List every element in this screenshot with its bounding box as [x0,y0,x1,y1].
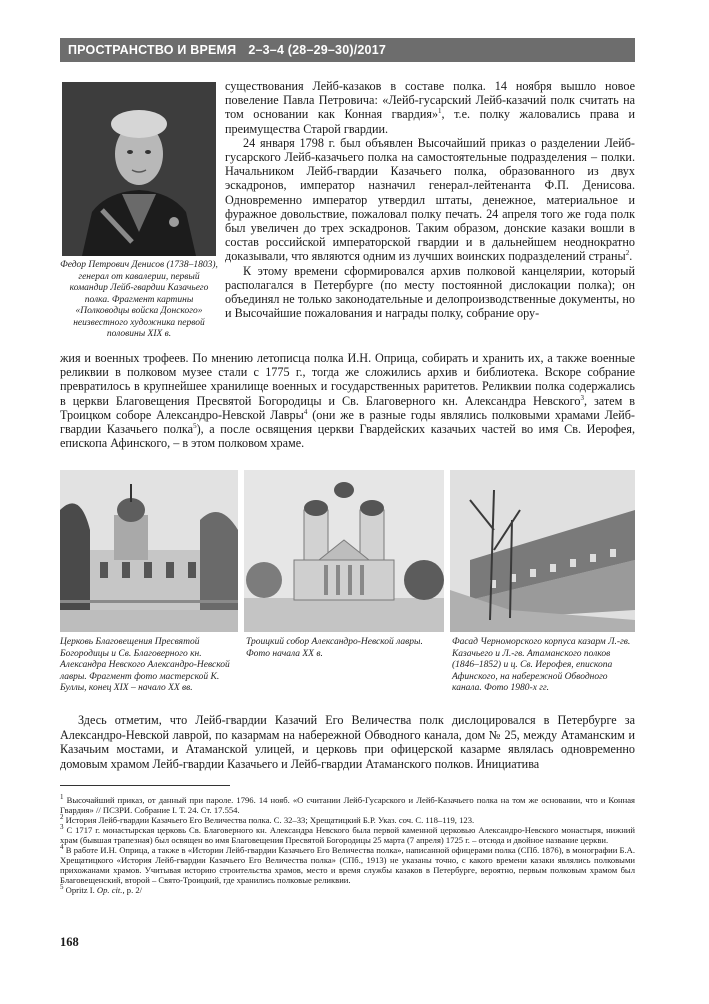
footnote-number: 2 [60,813,64,822]
paragraph [225,79,635,136]
text-run: , затем в Троицком соборе Александро-Невской Лавры [60,393,635,422]
footnote-divider [60,785,230,786]
barracks-photo [450,470,635,632]
text-run: ), а после освящения церкви Гвардейских казачьих частей во имя Св. Иерофея, епископа Афинского, – в этом полковом храме. [60,422,635,451]
text-run: , т.е. полку жаловались права и преимущества Старой гвардии. [225,107,635,136]
issue-number: 2–3–4 (28–29–30)/2017 [248,43,386,57]
footnote-text: История Лейб-гвардии Казачьего Его Величества полка. С. 32–33; Хрещатицкий Б.Р. Указ. соч. С. 118–119, 123. [63,815,475,825]
trinity-cathedral-photo [244,470,444,632]
photo-caption: Церковь Благовещения Пресвятой Богородицы и Св. Благоверного кн. Александра Невского Александро-Невской лавры. Фрагмент фото мастерской К. Буллы, конец XIX – начало XX вв. [60,637,230,693]
paragraph: К этому времени сформировался архив полковой канцелярии, который располагался в Петербурге (по месту постоянной дислокации полка); он объединял не только законодательные и делопроизводственные документы, но и Высочайшие пожалования и награды полку, собрание ору- [225,263,635,321]
footnote [60,815,635,825]
church-illustration [60,470,238,632]
footnote-ref[interactable]: 4 [303,407,308,416]
footnote-text: , p. 2/ [122,885,143,895]
footnote-italic: Op. cit. [96,885,123,895]
text-run: жия и военных трофеев. По мнению летописца полка И.Н. Оприца, собирать и хранить их, а также военные реликвии в полковом музее стали с 1775 г., тогда же сложились архив и библиотека. Вскоре собрание превратилось в крупнейшее хранилище военных и государственных раритетов. Реликвии полка содержались в церкви Благовещения Пресвятой Богородицы и Св. Благоверного кн. Александра Невского [60,351,635,408]
body-paragraph: Здесь отметим, что Лейб-гвардии Казачий Его Величества полк дислоцировался в Петербурге за Александро-Невской лаврой, по казармам на набережной Обводного канала, дом № 25, между Атаманским и Казачьим мостами, и Атаманской улицей, и церковь при офицерской казарме являлась одновременно домовым храмом Лейб-гвардии Казачьего и Лейб-гвардии Атаманского полков. Инициатива [60,713,635,771]
portrait-illustration [62,82,216,256]
portrait-image [62,82,216,256]
footnote-ref[interactable]: 5 [193,421,197,430]
footnote-text: С 1717 г. монастырская церковь Св. Благоверного кн. Александра Невского была первой каменной церковью Александро-Невского монастыря, нижний храм (бывшая трапезная) был освящен во имя Благовещения Пресвятой Богородицы 25 марта (7 апреля) 1725 г. – отсюда и двойное название церкви. [60,825,635,845]
footnotes [60,795,635,895]
portrait-caption: Федор Петрович Денисов (1738–1803), генерал от кавалерии, первый командир Лейб-гвардии Казачьего полка. Фрагмент картины «Полководцы войска Донского» неизвестного художника первой половины XIX в. [60,260,218,339]
running-header [60,38,635,62]
footnote-ref[interactable]: 1 [438,107,442,116]
text-run: (они же в разные годы являлись полковыми храмами Лейб-гвардии Казачьего полка [60,407,635,437]
barracks-illustration [450,470,635,632]
footnote [60,845,635,885]
footnote-text: В работе И.Н. Оприца, а также в «Истории Лейб-гвардии Казачьего Его Величества полка», написанной офицерами полка (СПб. 1876), в монографии Б.А. Хрещатицкого «История Лейб-гвардии Казачьего Его Величества полка» (СПб., 1913) не указаны точно, с какого времени казаки являлись полковыми прихожанами храмов. Учитывая историю строительства храмов, место и время службы казаков в Петербурге, вероятно, первым полковым храмом был Благовещенский, второй – Свято-Троицкий, где хранились полковые реликвии. [60,845,635,885]
footnote-number: 5 [60,883,64,892]
paragraph [225,136,635,264]
church-photo [60,470,238,632]
footnote [60,795,635,815]
footnote-text: Высочайший приказ, от данный при пароле. 1796. 14 нояб. «О считании Лейб-Гусарского и Лейб-Казачьего полка на том же основании, что и Конная Гвардия» // ПСЗРИ. Собрание I. Т. 24. Ст. 17.554. [60,795,635,815]
footnote [60,825,635,845]
footnote-ref[interactable]: 2 [625,249,630,258]
footnote-text: Opritz I. [63,885,97,895]
right-column-text [225,79,635,320]
footnote [60,885,635,895]
journal-title: ПРОСТРАНСТВО И ВРЕМЯ [68,43,237,57]
text-run: . [629,249,633,264]
footnote-number: 1 [60,793,64,802]
footnote-ref[interactable]: 3 [580,393,584,402]
paragraph-continuation [60,351,635,450]
footnote-number: 3 [60,823,64,832]
text-run: существования Лейб-казаков в составе полка. 14 ноября вышло новое повеление Павла Петровича: «Лейб-гусарский Лейб-казачий полк считать на том основании как Конная гвардия» [225,79,635,122]
cathedral-illustration [244,470,444,632]
photo-caption: Фасад Черноморского корпуса казарм Л.-гв. Казачьего и Л.-гв. Атаманского полков (1846–1852) и ц. Св. Иерофея, епископа Афинского, на набережной Обводного канала. Фото 1980-х гг. [452,637,631,693]
photo-caption: Троицкий собор Александро-Невской лавры. Фото начала XX в. [246,637,423,659]
text-run: 24 января 1798 г. был объявлен Высочайший приказ о разделении Лейб-гусарского Лейб-казачьего полка на самостоятельные подразделения – полки. Начальником Лейб-гвардии Казачьего полка, образованного из двух эскадронов, император назначил генерал-лейтенанта Ф.П. Денисова. Одновременно император утвердил штаты, денежное, материальное и фуражное довольствие, пожаловал полку печать. 24 апреля того же года полк был увеличен до трех эскадронов. Таким образом, донские казаки вошли в состав российской императорской гвардии и в дальнейшем неоднократно доказывали, что являются одним из лучших воинских подразделений страны [225,135,635,264]
footnote-number: 4 [60,843,64,852]
page-number: 168 [60,935,79,949]
